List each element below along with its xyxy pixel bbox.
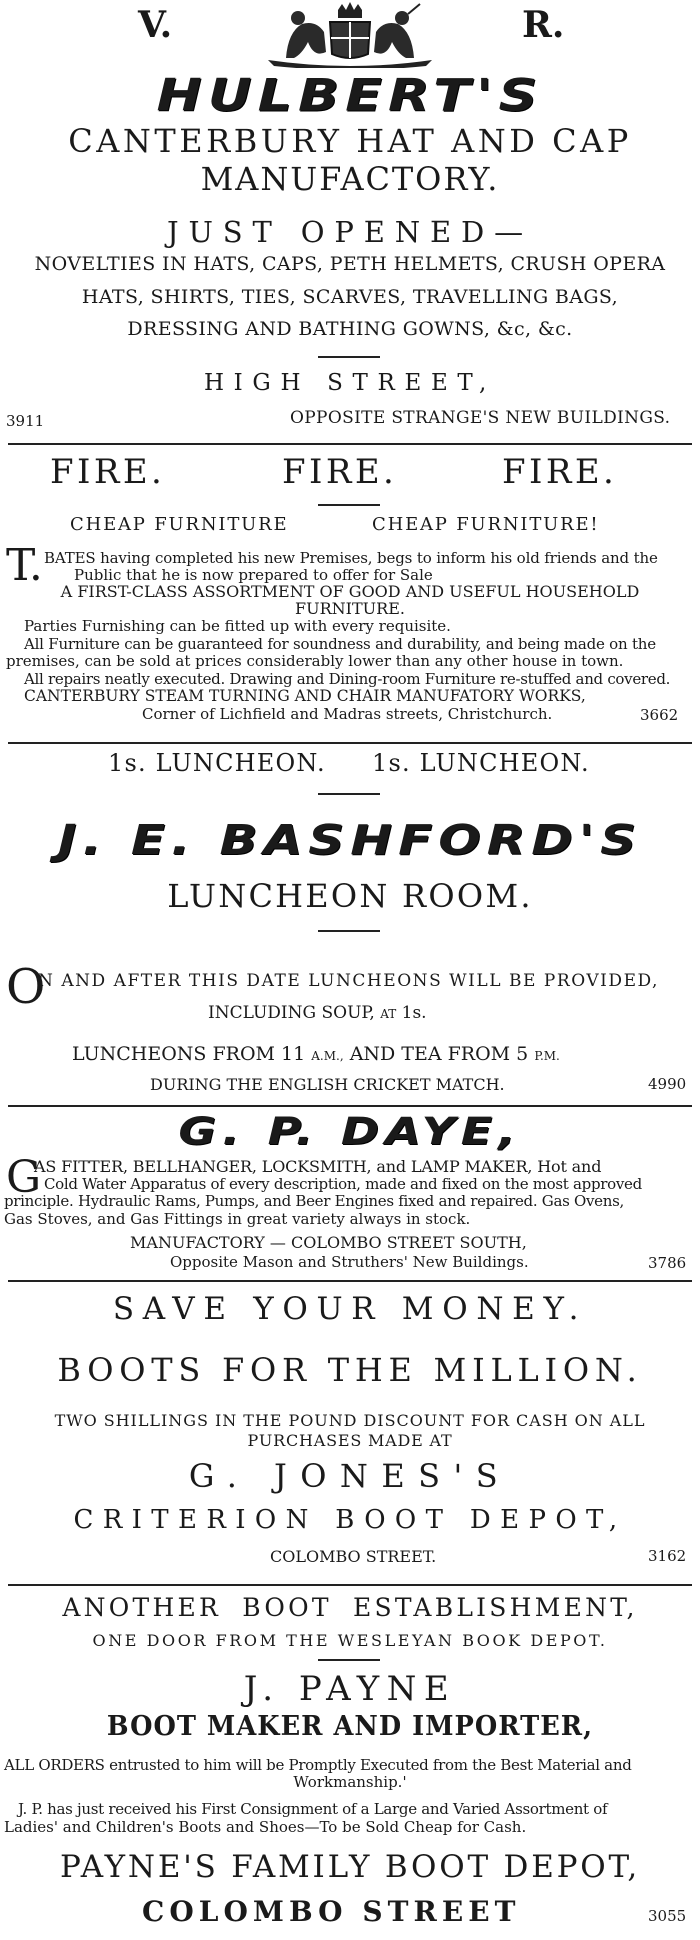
boot-maker-importer: BOOT MAKER AND IMPORTER, bbox=[106, 1711, 594, 1742]
short-divider bbox=[318, 930, 380, 932]
luncheon-advertisement bbox=[0, 745, 700, 1095]
luncheon-text-line: N AND AFTER THIS DATE LUNCHEONS WILL BE PROVIDED, bbox=[38, 971, 659, 991]
jones-depot: CRITERION BOOT DEPOT, bbox=[73, 1505, 627, 1535]
luncheon-times bbox=[72, 1043, 560, 1065]
daye-text-line: Cold Water Apparatus of every description, made and fixed on the most approved bbox=[44, 1175, 642, 1193]
payne-advertisement bbox=[0, 1587, 700, 1940]
jones-discount-line: TWO SHILLINGS IN THE POUND DISCOUNT FOR CASH ON ALL bbox=[54, 1411, 646, 1430]
tea-from: AND TEA FROM 5 bbox=[349, 1043, 529, 1065]
hulbert-street: HIGH STREET, bbox=[203, 370, 497, 396]
daye-opposite: Opposite Mason and Struthers' New Buildings. bbox=[170, 1253, 529, 1271]
payne-name: J. PAYNE bbox=[243, 1669, 457, 1709]
including-soup: INCLUDING SOUP, bbox=[208, 1003, 375, 1023]
short-divider bbox=[318, 793, 380, 795]
short-divider bbox=[318, 356, 380, 358]
drop-capital: G bbox=[6, 1152, 42, 1203]
section-rule bbox=[8, 1584, 692, 1586]
hulbert-advertisement bbox=[0, 0, 700, 445]
ad-number: 3662 bbox=[640, 706, 679, 724]
jones-street: COLOMBO STREET. bbox=[270, 1547, 437, 1566]
payne-family-boot-depot: PAYNE'S FAMILY BOOT DEPOT, bbox=[59, 1849, 641, 1885]
boots-for-the-million: BOOTS FOR THE MILLION. bbox=[57, 1351, 643, 1389]
cheap-furniture-2: CHEAP FURNITURE! bbox=[372, 514, 600, 535]
fire-text-line: All Furniture can be guaranteed for soundness and durability, and being made on the bbox=[24, 635, 656, 653]
ad-number: 3162 bbox=[648, 1547, 687, 1565]
fire-text-line: Public that he is now prepared to offer for Sale bbox=[74, 566, 433, 584]
fire-text-line: CANTERBURY STEAM TURNING AND CHAIR MANUFATORY WORKS, bbox=[24, 687, 586, 705]
luncheon-text-line bbox=[208, 1003, 427, 1023]
hulbert-line1: CANTERBURY HAT AND CAP bbox=[68, 122, 632, 160]
daye-text-line: Gas Stoves, and Gas Fittings in great variety always in stock. bbox=[4, 1210, 471, 1228]
am-label: A.M., bbox=[311, 1049, 344, 1063]
luncheon-room: LUNCHEON ROOM. bbox=[167, 877, 533, 915]
luncheon-from: LUNCHEONS FROM 11 bbox=[72, 1043, 306, 1065]
section-rule bbox=[8, 443, 692, 445]
payne-street: COLOMBO STREET bbox=[142, 1895, 521, 1928]
cheap-furniture-1: CHEAP FURNITURE bbox=[70, 514, 289, 535]
bashford-title: J. E. BASHFORD'S bbox=[57, 816, 643, 864]
luncheon-price-2: 1s. LUNCHEON. bbox=[372, 749, 590, 777]
fire-text-line: Parties Furnishing can be fitted up with every requisite. bbox=[24, 617, 451, 635]
cricket-match-line: DURING THE ENGLISH CRICKET MATCH. bbox=[150, 1075, 505, 1094]
hulbert-novelties-3: DRESSING AND BATHING GOWNS, &c, &c. bbox=[127, 318, 573, 340]
section-rule bbox=[8, 1280, 692, 1282]
luncheon-price-1: 1s. LUNCHEON. bbox=[108, 749, 326, 777]
hulbert-novelties-2: HATS, SHIRTS, TIES, SCARVES, TRAVELLING BAGS, bbox=[81, 286, 619, 308]
ad-number: 4990 bbox=[648, 1075, 687, 1093]
ad-number: 3786 bbox=[648, 1254, 687, 1272]
fire-text-line: FURNITURE. bbox=[295, 599, 405, 618]
initial-v: V. bbox=[138, 4, 173, 46]
daye-manufactory: MANUFACTORY — COLOMBO STREET SOUTH, bbox=[130, 1233, 527, 1252]
hulbert-line2: MANUFACTORY. bbox=[200, 160, 500, 198]
fire-word-2: FIRE. bbox=[282, 452, 398, 492]
jones-purchases-line: PURCHASES MADE AT bbox=[247, 1431, 453, 1450]
save-your-money: SAVE YOUR MONEY. bbox=[112, 1291, 588, 1327]
hulbert-opposite: OPPOSITE STRANGE'S NEW BUILDINGS. bbox=[290, 408, 671, 428]
short-divider bbox=[318, 1659, 380, 1661]
fire-advertisement bbox=[0, 446, 700, 746]
short-divider bbox=[318, 504, 380, 506]
initial-r: R. bbox=[522, 4, 565, 46]
payne-text-line: Workmanship.' bbox=[293, 1773, 407, 1791]
fire-text-line: A FIRST-CLASS ASSORTMENT OF GOOD AND USEFUL HOUSEHOLD bbox=[60, 582, 640, 601]
fire-text-line: All repairs neatly executed. Drawing and Dining-room Furniture re-stuffed and covered. bbox=[24, 670, 671, 688]
daye-text-line: principle. Hydraulic Rams, Pumps, and Beer Engines fixed and repaired. Gas Ovens, bbox=[4, 1192, 624, 1210]
payne-text-line: Ladies' and Children's Boots and Shoes—To be Sold Cheap for Cash. bbox=[4, 1818, 527, 1836]
royal-coat-of-arms-icon bbox=[258, 2, 442, 68]
jones-advertisement bbox=[0, 1283, 700, 1583]
hulbert-title: HULBERT'S bbox=[156, 69, 544, 122]
pm-label: P.M. bbox=[534, 1049, 560, 1063]
ad-number: 3055 bbox=[648, 1907, 687, 1925]
drop-capital: T. bbox=[6, 540, 43, 591]
daye-advertisement bbox=[0, 1108, 700, 1284]
section-rule bbox=[8, 742, 692, 744]
fire-text-line: premises, can be sold at prices considerably lower than any other house in town. bbox=[6, 652, 624, 670]
payne-text-line: ALL ORDERS entrusted to him will be Promptly Executed from the Best Material and bbox=[4, 1756, 632, 1774]
another-boot-establishment: ANOTHER BOOT ESTABLISHMENT, bbox=[62, 1593, 638, 1622]
fire-text-line: Corner of Lichfield and Madras streets, Christchurch. bbox=[142, 705, 553, 723]
ad-number: 3911 bbox=[6, 412, 45, 430]
payne-text-line: J. P. has just received his First Consignment of a Large and Varied Assortment of bbox=[18, 1800, 608, 1818]
fire-text-line: BATES having completed his new Premises, begs to inform his old friends and the bbox=[44, 549, 658, 567]
daye-text-line: AS FITTER, BELLHANGER, LOCKSMITH, and LAMP MAKER, Hot and bbox=[34, 1157, 602, 1176]
daye-title: G. P. DAYE, bbox=[178, 1108, 522, 1154]
drop-capital: O bbox=[6, 959, 46, 1015]
hulbert-just-opened: JUST OPENED— bbox=[166, 215, 534, 249]
section-rule bbox=[8, 1105, 692, 1107]
fire-word-1: FIRE. bbox=[50, 452, 166, 492]
hulbert-novelties-1: NOVELTIES IN HATS, CAPS, PETH HELMETS, CRUSH OPERA bbox=[34, 253, 666, 275]
one-door-line: ONE DOOR FROM THE WESLEYAN BOOK DEPOT. bbox=[92, 1631, 608, 1650]
price: 1s. bbox=[401, 1003, 427, 1023]
at-word: AT bbox=[380, 1007, 397, 1021]
fire-word-3: FIRE. bbox=[502, 452, 618, 492]
jones-name: G. JONES'S bbox=[188, 1457, 512, 1495]
